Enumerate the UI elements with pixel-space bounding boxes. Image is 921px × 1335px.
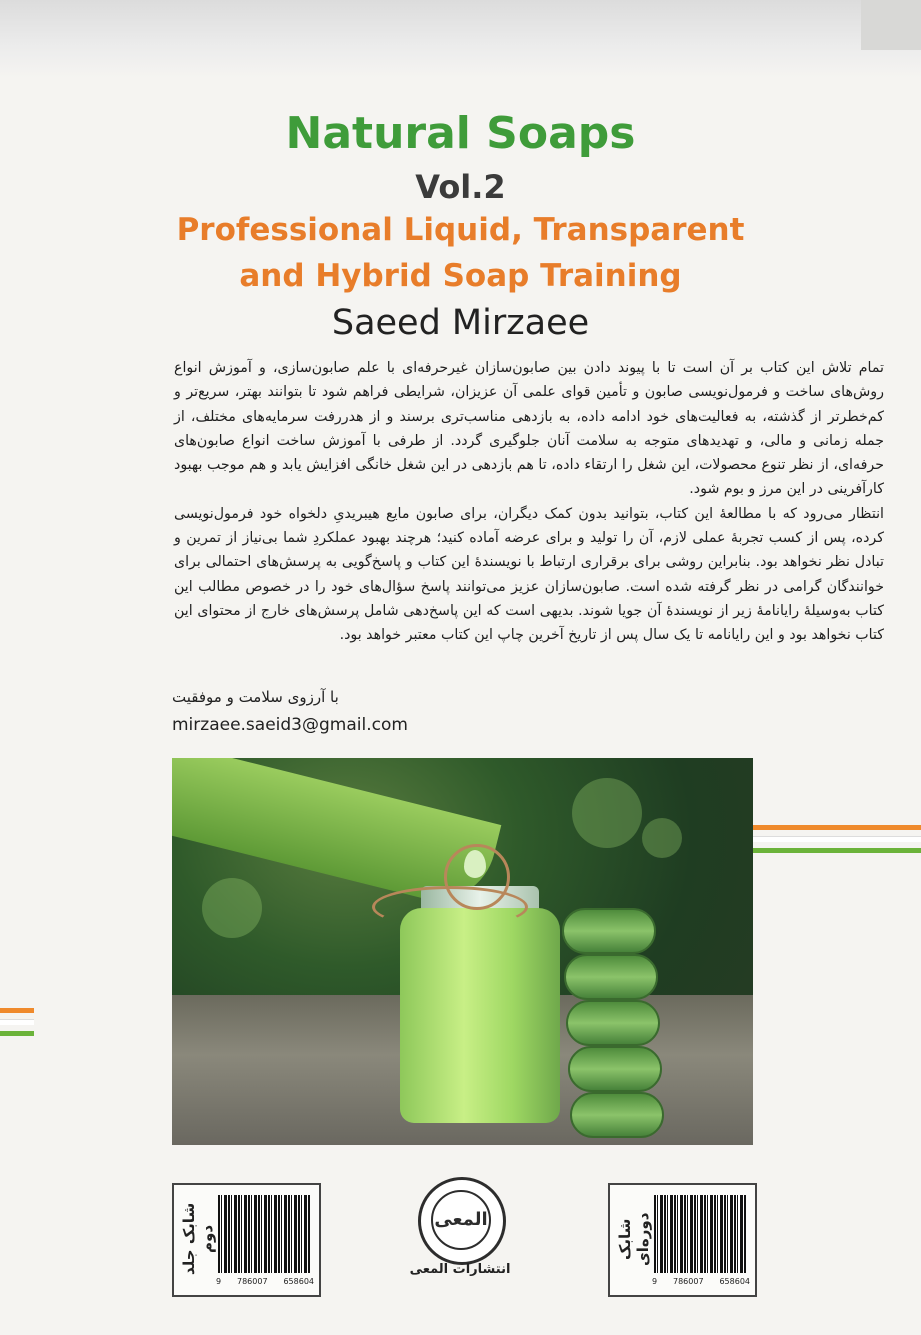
isbn-set-box	[608, 1183, 757, 1297]
barcode-digit: 658604	[719, 1277, 750, 1286]
barcode-number	[652, 1277, 750, 1286]
author-name: Saeed Mirzaee	[331, 303, 590, 343]
description-paragraph-2: انتظار می‌رود که با مطالعهٔ این کتاب، بتوانید بدون کمک دیگران، برای صابون مایع هیبریدیِ دلخواه خود فرمول‌نویسی کرده، پس از کسب تجربهٔ عملی لازم، آن را تولید و برای عرضه آماده کنید؛ هرچند بهبود عملکردِ شما بی‌نیاز از تمرین و تبادل نظر نخواهد بود. بنابراین روشی برای برقراری ارتباط با نویسندهٔ این کتاب و پاسخ‌گویی به پرسش‌های احتمالی برای خوانندگان گرامی در نظر گرفته شده است. صابون‌سازان عزیز می‌توانند پاسخ سؤال‌های خود را در خصوص مطالب این کتاب به‌وسیلهٔ رایانامهٔ زیر از نویسندهٔ آن جویا شوند. بدیهی است که این پاسخ‌دهی شامل پرسش‌های خارج از محتوای این کتاب نخواهد بود و این رایانامه تا یک سال پس از تاریخ آخرین چاپ این کتاب معتبر خواهد بود.	[174, 505, 884, 644]
signoff: با آرزوی سلامت و موفقیت	[172, 688, 339, 706]
decorative-stripes-right	[753, 825, 921, 859]
description-paragraph-1: تمام تلاش این کتاب بر آن است تا با پیوند دادن بین صابون‌سازان غیرحرفه‌ای با علم صابون‌سازی، و آموزش انواع روش‌های ساخت و فرمول‌نویسی صابون و تأمین قوای علمی آن عزیزان، شرایطی فراهم شود تا بتوانند بهتر، سریع‌تر و کم‌خطرتر از گذشته، به فعالیت‌های خود ادامه داده، به بازدهی مناسب‌تری برسند و از هدررفت سرمایه‌های مختلف، از جمله زمانی و مالی، و تهدیدهای متوجه به سلامت آنان جلوگیری گردد. از طرفی با آموزش ساخت انواع صابون‌های حرفه‌ای، از نظر تنوع محصولات، این شغل را ارتقاء داده، تا هم بازدهی در این شغل خانگی افزایش یابد و هم موجب بهبود کارآفرینی در این مرز و بوم شود.	[174, 360, 884, 498]
barcode-digit: 786007	[237, 1277, 268, 1286]
cover-photo-aloe-soap	[172, 758, 753, 1145]
isbn-volume-label: شابک جلد دوم	[180, 1202, 216, 1276]
barcode	[654, 1195, 746, 1273]
subtitle-line-1: Professional Liquid, Transparent	[176, 212, 745, 248]
orange-stripe	[0, 1008, 34, 1013]
aloe-slice	[570, 1092, 664, 1138]
description-text	[174, 356, 884, 648]
publisher-logo-mark: المعی	[431, 1190, 491, 1250]
green-stripe	[753, 848, 921, 853]
author-email: mirzaee.saeid3@gmail.com	[172, 715, 408, 735]
white-stripe	[0, 1019, 34, 1025]
twine-bow	[444, 844, 510, 910]
barcode	[218, 1195, 310, 1273]
publisher-logo	[418, 1177, 506, 1265]
soap-jar	[400, 908, 560, 1123]
barcode-digit: 658604	[283, 1277, 314, 1286]
book-title: Natural Soaps	[285, 108, 636, 159]
barcode-number	[216, 1277, 314, 1286]
aloe-slice	[566, 1000, 660, 1046]
barcode-digit: 786007	[673, 1277, 704, 1286]
white-stripe	[753, 836, 921, 842]
cover-corner	[861, 0, 921, 50]
aloe-slice	[564, 954, 658, 1000]
isbn-volume-box	[172, 1183, 321, 1297]
barcode-digit: 9	[652, 1277, 658, 1286]
page-top-edge	[0, 0, 921, 78]
aloe-slice	[568, 1046, 662, 1092]
aloe-slice	[562, 908, 656, 954]
isbn-set-label: شابک دوره‌ای	[616, 1212, 652, 1266]
publisher-name: انتشارات المعی	[409, 1262, 511, 1277]
green-stripe	[0, 1031, 34, 1036]
volume-label: Vol.2	[415, 168, 506, 206]
subtitle-line-2: and Hybrid Soap Training	[239, 258, 682, 294]
decorative-stripes-left	[0, 1008, 34, 1042]
barcode-digit: 9	[216, 1277, 222, 1286]
orange-stripe	[753, 825, 921, 830]
